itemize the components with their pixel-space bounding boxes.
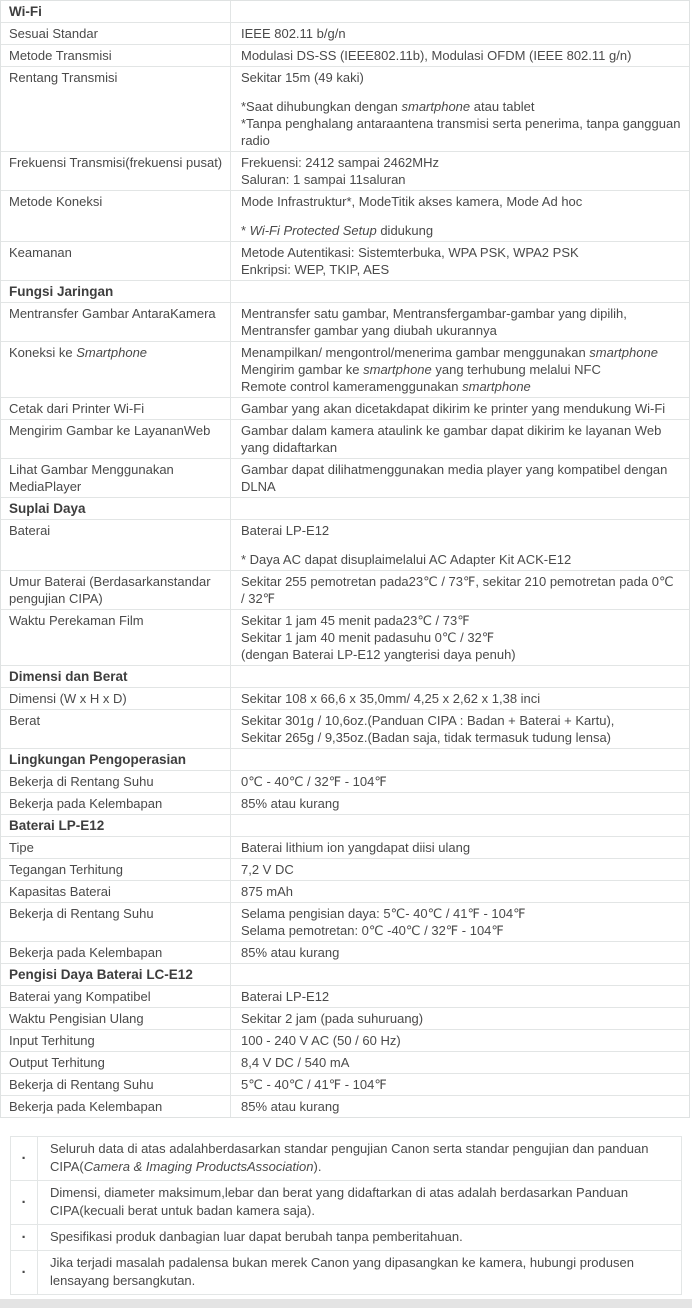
text: Sekitar 15m (49 kaki) — [241, 70, 364, 85]
spec-value-cell — [231, 242, 689, 280]
text: Sekitar 265g / 9,35oz.(Badan saja, tidak termasuk tudung lensa) — [241, 730, 611, 745]
spec-row — [1, 793, 689, 815]
spec-value-cell — [231, 903, 689, 941]
text-line — [9, 883, 230, 900]
spec-row — [1, 420, 689, 459]
text-line — [241, 883, 681, 900]
text-line — [9, 795, 230, 812]
text: Metode Koneksi — [9, 194, 103, 209]
spec-value-cell — [231, 23, 689, 44]
text-line — [241, 439, 681, 456]
text-line — [9, 1054, 230, 1071]
spec-row — [1, 342, 689, 398]
spec-row — [1, 67, 689, 152]
text-line — [241, 378, 681, 395]
text-line — [241, 47, 681, 64]
text-line — [241, 539, 681, 551]
text: *Saat dihubungkan dengan — [241, 99, 402, 114]
spec-row — [1, 903, 689, 942]
text-line — [9, 773, 230, 790]
spec-row — [1, 242, 689, 281]
spec-value-cell — [231, 398, 689, 419]
text-line — [241, 646, 681, 663]
spec-label-cell — [1, 1052, 231, 1073]
text-line — [241, 1032, 681, 1049]
text-line — [241, 98, 681, 115]
note-text — [38, 1251, 681, 1294]
section-header-row — [1, 498, 689, 520]
spec-row — [1, 459, 689, 498]
section-header-empty-cell — [231, 1, 689, 22]
spec-value-cell — [231, 1074, 689, 1095]
text-line — [9, 590, 230, 607]
spec-row — [1, 710, 689, 749]
spec-value-cell — [231, 303, 689, 341]
text-line — [9, 612, 230, 629]
text-line — [241, 322, 681, 339]
text-line — [9, 305, 230, 322]
text-line — [9, 47, 230, 64]
spec-label-cell — [1, 303, 231, 341]
spec-value-cell — [231, 520, 689, 570]
spec-label-cell — [1, 688, 231, 709]
text: Modulasi DS-SS (IEEE802.11b), Modulasi OFDM (IEEE 802.11 g/n) — [241, 48, 632, 63]
spec-label-cell — [1, 610, 231, 665]
text-line — [9, 690, 230, 707]
text: Metode Autentikasi: Sistemterbuka, WPA PSK, WPA2 PSK — [241, 245, 579, 260]
text: Enkripsi: WEP, TKIP, AES — [241, 262, 390, 277]
note-row — [11, 1137, 681, 1181]
text: Output Terhitung — [9, 1055, 105, 1070]
text: 85% atau kurang — [241, 1099, 340, 1114]
section-header-empty-cell — [231, 281, 689, 302]
text-line — [9, 69, 230, 86]
text-line — [241, 922, 681, 939]
spec-row — [1, 1074, 689, 1096]
spec-label-cell — [1, 23, 231, 44]
spec-row — [1, 1052, 689, 1074]
text: Metode Transmisi — [9, 48, 112, 63]
spec-value-cell — [231, 710, 689, 748]
section-title: Pengisi Daya Baterai LC-E12 — [1, 964, 231, 985]
text: Baterai — [9, 523, 51, 538]
text: Bekerja pada Kelembapan — [9, 945, 163, 960]
text-line — [241, 551, 681, 568]
text: Mengirim gambar ke — [241, 362, 364, 377]
text-line — [241, 210, 681, 222]
text: Bekerja di Rentang Suhu — [9, 1077, 154, 1092]
section-title: Wi-Fi — [1, 1, 231, 22]
text: Spesifikasi produk danbagian luar dapat berubah tanpa pemberitahuan. — [50, 1229, 463, 1244]
spec-row — [1, 688, 689, 710]
spec-value-cell — [231, 420, 689, 458]
italic-text: smartphone — [363, 362, 432, 377]
text-line — [241, 1076, 681, 1093]
italic-text: smartphone — [462, 379, 531, 394]
text: 7,2 V DC — [241, 862, 294, 877]
text: Menampilkan/ mengontrol/menerima gambar menggunakan — [241, 345, 590, 360]
note-text — [38, 1181, 681, 1224]
spec-label-cell — [1, 1030, 231, 1051]
section-title: Fungsi Jaringan — [1, 281, 231, 302]
text: Seluruh data di atas adalahberdasarkan standar pengujian Canon serta standar pengujian dan panduan CIPA( — [50, 1141, 649, 1174]
spec-value-cell — [231, 793, 689, 814]
text-line — [241, 944, 681, 961]
text: Bekerja di Rentang Suhu — [9, 906, 154, 921]
text-line — [241, 69, 681, 86]
text: yang didaftarkan — [241, 440, 338, 455]
text-line — [241, 222, 681, 239]
text: Bekerja di Rentang Suhu — [9, 774, 154, 789]
text: 5℃ - 40℃ / 41℉ - 104℉ — [241, 1077, 387, 1092]
spec-label-cell — [1, 942, 231, 963]
note-row — [11, 1225, 681, 1251]
text-line — [241, 305, 681, 322]
section-header-row — [1, 281, 689, 303]
text: yang terhubung melalui NFC — [431, 362, 601, 377]
spec-value-cell — [231, 1052, 689, 1073]
text-line — [241, 25, 681, 42]
text: Keamanan — [9, 245, 72, 260]
text-line — [241, 86, 681, 98]
text-line — [9, 712, 230, 729]
text-line — [9, 988, 230, 1005]
text-line — [9, 154, 230, 171]
spec-value-cell — [231, 986, 689, 1007]
spec-label-cell — [1, 45, 231, 66]
text-line — [241, 629, 681, 646]
spec-row — [1, 520, 689, 571]
text: Saluran: 1 sampai 11saluran — [241, 172, 406, 187]
spec-row — [1, 398, 689, 420]
text: Dimensi (W x H x D) — [9, 691, 127, 706]
text-line — [9, 193, 230, 210]
text-line — [9, 244, 230, 261]
spec-value-cell — [231, 459, 689, 497]
spec-label-cell — [1, 1096, 231, 1117]
text-line — [9, 478, 230, 495]
spec-row — [1, 881, 689, 903]
text: Baterai LP-E12 — [241, 989, 330, 1004]
spec-row — [1, 1008, 689, 1030]
text: Remote control kameramenggunakan — [241, 379, 463, 394]
spec-value-cell — [231, 771, 689, 792]
text: Tegangan Terhitung — [9, 862, 123, 877]
text: Frekuensi: 2412 sampai 2462MHz — [241, 155, 439, 170]
spec-value-cell — [231, 571, 689, 609]
text-line — [241, 400, 681, 417]
text: Sekitar 301g / 10,6oz.(Panduan CIPA : Badan + Baterai + Kartu), — [241, 713, 615, 728]
section-header-empty-cell — [231, 964, 689, 985]
text-line — [9, 1076, 230, 1093]
text: Rentang Transmisi — [9, 70, 118, 85]
spec-row — [1, 191, 689, 242]
text-line — [241, 361, 681, 378]
text: * Daya AC dapat disuplaimelalui AC Adapter Kit ACK-E12 — [241, 552, 572, 567]
text: Waktu Perekaman Film — [9, 613, 144, 628]
bullet-icon: · — [11, 1137, 38, 1180]
text: Mode Infrastruktur*, ModeTitik akses kamera, Mode Ad hoc — [241, 194, 583, 209]
spec-value-cell — [231, 191, 689, 241]
spec-value-cell — [231, 610, 689, 665]
spec-value-cell — [231, 942, 689, 963]
text: Bekerja pada Kelembapan — [9, 796, 163, 811]
italic-text: Camera & Imaging ProductsAssociation — [83, 1159, 314, 1174]
text-line — [9, 1098, 230, 1115]
spec-row — [1, 942, 689, 964]
spec-row — [1, 45, 689, 67]
text: pengujian CIPA) — [9, 591, 103, 606]
text: Tipe — [9, 840, 34, 855]
text: Kapasitas Baterai — [9, 884, 111, 899]
note-text — [38, 1137, 681, 1180]
spec-row — [1, 986, 689, 1008]
text-line — [241, 522, 681, 539]
text: 8,4 V DC / 540 mA — [241, 1055, 350, 1070]
spec-label-cell — [1, 881, 231, 902]
text-line — [241, 861, 681, 878]
text: Sekitar 1 jam 45 menit pada23℃ / 73℉ — [241, 613, 470, 628]
spec-label-cell — [1, 242, 231, 280]
spec-label-cell — [1, 342, 231, 397]
spec-value-cell — [231, 45, 689, 66]
text: Sekitar 1 jam 40 menit padasuhu 0℃ / 32℉ — [241, 630, 495, 645]
text-line — [9, 422, 230, 439]
notes-panel — [10, 1136, 682, 1295]
spec-label-cell — [1, 520, 231, 570]
text: Selama pengisian daya: 5℃- 40℃ / 41℉ - 104℉ — [241, 906, 526, 921]
text: IEEE 802.11 b/g/n — [241, 26, 346, 41]
text-line — [241, 193, 681, 210]
text: didukung — [376, 223, 434, 238]
spec-value-cell — [231, 881, 689, 902]
text: Mentransfer satu gambar, Mentransfergambar-gambar yang dipilih, — [241, 306, 627, 321]
text: * — [241, 223, 250, 238]
text-line — [241, 244, 681, 261]
text-line — [241, 1010, 681, 1027]
text: Dimensi, diameter maksimum,lebar dan berat yang didaftarkan di atas adalah berdasarkan Panduan CIPA(kecuali berat untuk badan kamera saja). — [50, 1185, 629, 1218]
bullet-icon: · — [11, 1225, 38, 1250]
text-line — [9, 905, 230, 922]
spec-label-cell — [1, 903, 231, 941]
text-line — [241, 590, 681, 607]
text: Baterai LP-E12 — [241, 523, 330, 538]
text: Mentransfer Gambar AntaraKamera — [9, 306, 216, 321]
text-line — [241, 154, 681, 171]
spec-label-cell — [1, 986, 231, 1007]
text-line — [241, 261, 681, 278]
text: Sesuai Standar — [9, 26, 98, 41]
note-row — [11, 1251, 681, 1294]
section-title: Lingkungan Pengoperasian — [1, 749, 231, 770]
bottom-strip — [0, 1299, 692, 1308]
text: Frekuensi Transmisi(frekuensi pusat) — [9, 155, 223, 170]
text-line — [241, 729, 681, 746]
spec-row — [1, 771, 689, 793]
text: MediaPlayer — [9, 479, 82, 494]
text-line — [241, 839, 681, 856]
section-header-row — [1, 964, 689, 986]
text-line — [241, 773, 681, 790]
text: Input Terhitung — [9, 1033, 95, 1048]
section-title: Dimensi dan Berat — [1, 666, 231, 687]
text: Gambar dalam kamera ataulink ke gambar dapat dikirim ke layanan Web — [241, 423, 662, 438]
text: 875 mAh — [241, 884, 294, 899]
spec-value-cell — [231, 859, 689, 880]
spec-row — [1, 1030, 689, 1052]
spec-label-cell — [1, 859, 231, 880]
spec-label-cell — [1, 191, 231, 241]
spec-label-cell — [1, 67, 231, 151]
bullet-icon: · — [11, 1251, 38, 1294]
text: *Tanpa penghalang antaraantena transmisi serta penerima, tanpa gangguan — [241, 116, 681, 131]
text-line — [9, 1032, 230, 1049]
section-title: Suplai Daya — [1, 498, 231, 519]
text-line — [241, 690, 681, 707]
spec-label-cell — [1, 459, 231, 497]
section-header-row — [1, 1, 689, 23]
text: Baterai yang Kompatibel — [9, 989, 151, 1004]
spec-row — [1, 1096, 689, 1117]
spec-row — [1, 23, 689, 45]
spec-value-cell — [231, 1030, 689, 1051]
spec-label-cell — [1, 571, 231, 609]
text-line — [241, 988, 681, 1005]
text: 0℃ - 40℃ / 32℉ - 104℉ — [241, 774, 387, 789]
text: Umur Baterai (Berdasarkanstandar — [9, 574, 211, 589]
text: DLNA — [241, 479, 276, 494]
text-line — [241, 573, 681, 590]
note-text — [38, 1225, 681, 1250]
text-line — [9, 573, 230, 590]
text: Jika terjadi masalah padalensa bukan merek Canon yang dipasangkan ke kamera, hubungi produsen lensayang bersangkutan. — [50, 1255, 634, 1288]
section-header-empty-cell — [231, 666, 689, 687]
text-line — [241, 1054, 681, 1071]
text-line — [9, 944, 230, 961]
text-line — [9, 344, 230, 361]
text: Koneksi ke — [9, 345, 77, 360]
spec-label-cell — [1, 1008, 231, 1029]
text-line — [241, 712, 681, 729]
section-header-row — [1, 749, 689, 771]
text-line — [241, 612, 681, 629]
text-line — [9, 1010, 230, 1027]
text: Cetak dari Printer Wi-Fi — [9, 401, 145, 416]
text-line — [241, 905, 681, 922]
spec-value-cell — [231, 152, 689, 190]
text: atau tablet — [470, 99, 535, 114]
text: Berat — [9, 713, 41, 728]
italic-text: Smartphone — [76, 345, 148, 360]
text: radio — [241, 133, 270, 148]
text-line — [9, 861, 230, 878]
spec-label-cell — [1, 420, 231, 458]
text-line — [9, 522, 230, 539]
spec-row — [1, 837, 689, 859]
spec-label-cell — [1, 152, 231, 190]
spec-row — [1, 610, 689, 666]
text: ). — [313, 1159, 322, 1174]
text-line — [241, 422, 681, 439]
spec-value-cell — [231, 837, 689, 858]
text: Mengirim Gambar ke LayananWeb — [9, 423, 211, 438]
bullet-icon: · — [11, 1181, 38, 1224]
section-header-row — [1, 666, 689, 688]
text-line — [9, 25, 230, 42]
text-line — [241, 478, 681, 495]
text: Sekitar 2 jam (pada suhuruang) — [241, 1011, 424, 1026]
text: Mentransfer gambar yang diubah ukurannya — [241, 323, 497, 338]
text: Gambar dapat dilihatmenggunakan media player yang kompatibel dengan — [241, 462, 668, 477]
spec-row — [1, 303, 689, 342]
text: Sekitar 108 x 66,6 x 35,0mm/ 4,25 x 2,62 x 1,38 inci — [241, 691, 541, 706]
text: Selama pemotretan: 0℃ -40℃ / 32℉ - 104℉ — [241, 923, 504, 938]
section-header-empty-cell — [231, 749, 689, 770]
text-line — [9, 400, 230, 417]
text: Bekerja pada Kelembapan — [9, 1099, 163, 1114]
italic-text: smartphone — [401, 99, 471, 114]
text: Waktu Pengisian Ulang — [9, 1011, 144, 1026]
spec-label-cell — [1, 1074, 231, 1095]
text-line — [241, 461, 681, 478]
text-line — [241, 115, 681, 132]
italic-text: Wi-Fi Protected Setup — [249, 223, 377, 238]
section-header-empty-cell — [231, 498, 689, 519]
spec-value-cell — [231, 67, 689, 151]
section-title: Baterai LP-E12 — [1, 815, 231, 836]
note-row — [11, 1181, 681, 1225]
text: (dengan Baterai LP-E12 yangterisi daya penuh) — [241, 647, 516, 662]
text: / 32℉ — [241, 591, 276, 606]
spec-label-cell — [1, 710, 231, 748]
text: Gambar yang akan dicetakdapat dikirim ke printer yang mendukung Wi-Fi — [241, 401, 666, 416]
spec-value-cell — [231, 342, 689, 397]
spec-label-cell — [1, 837, 231, 858]
spec-value-cell — [231, 1008, 689, 1029]
text-line — [241, 1098, 681, 1115]
spec-value-cell — [231, 688, 689, 709]
section-header-empty-cell — [231, 815, 689, 836]
text-line — [241, 132, 681, 149]
text: 85% atau kurang — [241, 796, 340, 811]
text-line — [241, 795, 681, 812]
text-line — [9, 839, 230, 856]
text-line — [241, 171, 681, 188]
text: Baterai lithium ion yangdapat diisi ulang — [241, 840, 471, 855]
spec-label-cell — [1, 793, 231, 814]
text: 85% atau kurang — [241, 945, 340, 960]
spec-row — [1, 859, 689, 881]
spec-label-cell — [1, 398, 231, 419]
text-line — [241, 344, 681, 361]
spec-value-cell — [231, 1096, 689, 1117]
italic-text: smartphone — [589, 345, 658, 360]
text: Lihat Gambar Menggunakan — [9, 462, 174, 477]
text-line — [9, 461, 230, 478]
spec-row — [1, 571, 689, 610]
text: 100 - 240 V AC (50 / 60 Hz) — [241, 1033, 401, 1048]
section-header-row — [1, 815, 689, 837]
spec-row — [1, 152, 689, 191]
spec-label-cell — [1, 771, 231, 792]
text: Sekitar 255 pemotretan pada23℃ / 73℉, sekitar 210 pemotretan pada 0℃ — [241, 574, 674, 589]
